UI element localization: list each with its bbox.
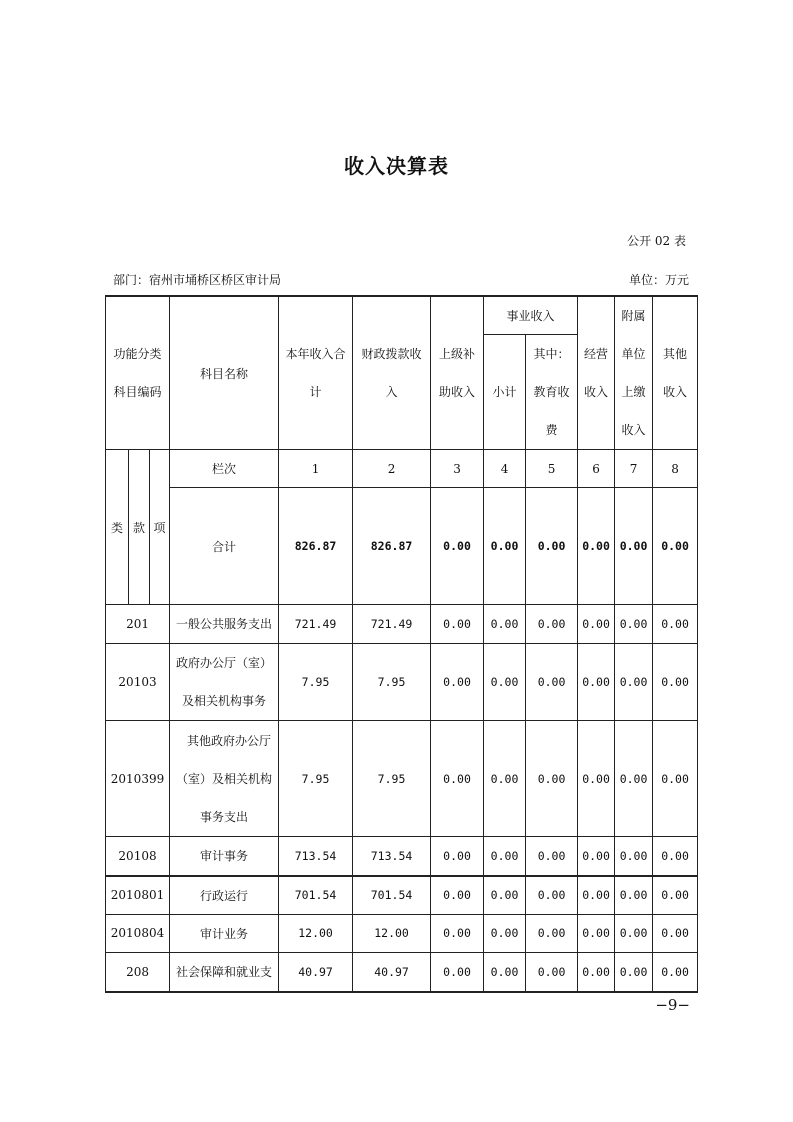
- row-value: 0.00: [653, 876, 698, 914]
- row-name: 其他政府办公厅 （室）及相关机构 事务支出: [170, 721, 279, 837]
- total-label: 合计: [170, 488, 279, 605]
- col-number: 6: [578, 450, 615, 488]
- unit-label: 单位：万元: [628, 273, 689, 287]
- col-number: 4: [484, 450, 526, 488]
- col-number: 3: [431, 450, 484, 488]
- row-value: 713.54: [279, 837, 353, 877]
- row-name: 一般公共服务支出: [170, 605, 279, 644]
- total-value: 0.00: [615, 488, 653, 605]
- row-value: 0.00: [578, 914, 615, 952]
- row-value: 7.95: [279, 644, 353, 721]
- row-value: 0.00: [615, 914, 653, 952]
- department-label: 部门：宿州市埇桥区桥区审计局: [113, 273, 282, 287]
- row-value: 0.00: [578, 837, 615, 877]
- row-value: 0.00: [578, 952, 615, 992]
- row-name: 审计事务: [170, 837, 279, 877]
- row-value: 7.95: [353, 721, 431, 837]
- header-function-code: 功能分类 科目编码: [106, 296, 170, 450]
- header-subject-name: 科目名称: [170, 296, 279, 450]
- total-value: 826.87: [353, 488, 431, 605]
- row-value: 12.00: [353, 914, 431, 952]
- row-value: 713.54: [353, 837, 431, 877]
- total-value: 0.00: [526, 488, 578, 605]
- row-value: 0.00: [653, 837, 698, 877]
- col-number: 1: [279, 450, 353, 488]
- row-value: 721.49: [279, 605, 353, 644]
- header-xiang: 项: [150, 450, 170, 605]
- row-value: 0.00: [431, 644, 484, 721]
- income-final-accounts-table: [105, 295, 698, 993]
- row-value: 0.00: [484, 605, 526, 644]
- page-title: 收入决算表: [344, 154, 449, 178]
- row-value: 0.00: [615, 952, 653, 992]
- col-number: 8: [653, 450, 698, 488]
- row-value: 0.00: [653, 721, 698, 837]
- row-value: 0.00: [484, 952, 526, 992]
- row-value: 0.00: [653, 952, 698, 992]
- row-value: 0.00: [526, 952, 578, 992]
- row-code: 208: [106, 952, 170, 992]
- total-value: 0.00: [431, 488, 484, 605]
- row-value: 0.00: [653, 644, 698, 721]
- row-value: 0.00: [484, 914, 526, 952]
- row-value: 0.00: [615, 605, 653, 644]
- page-number: −9−: [655, 996, 690, 1014]
- table-row: [106, 644, 698, 721]
- row-value: 0.00: [526, 605, 578, 644]
- col-number: 5: [526, 450, 578, 488]
- total-value: 0.00: [578, 488, 615, 605]
- row-value: 0.00: [526, 837, 578, 877]
- row-value: 0.00: [484, 837, 526, 877]
- row-value: 0.00: [484, 721, 526, 837]
- header-other-income: 其他 收入: [653, 296, 698, 450]
- table-row: [106, 914, 698, 952]
- row-value: 0.00: [431, 721, 484, 837]
- row-value: 40.97: [353, 952, 431, 992]
- row-value: 0.00: [653, 605, 698, 644]
- row-value: 721.49: [353, 605, 431, 644]
- header-total-income: 本年收入合 计: [279, 296, 353, 450]
- row-value: 0.00: [431, 914, 484, 952]
- row-value: 0.00: [653, 914, 698, 952]
- row-code: 2010804: [106, 914, 170, 952]
- row-name: 社会保障和就业支: [170, 952, 279, 992]
- row-value: 0.00: [431, 876, 484, 914]
- row-value: 7.95: [353, 644, 431, 721]
- row-value: 7.95: [279, 721, 353, 837]
- header-business-income: 事业收入: [484, 296, 578, 334]
- header-column-no: 栏次: [170, 450, 279, 488]
- row-code: 201: [106, 605, 170, 644]
- row-name: 审计业务: [170, 914, 279, 952]
- total-row: [106, 488, 698, 605]
- row-value: 0.00: [484, 876, 526, 914]
- row-value: 701.54: [279, 876, 353, 914]
- row-value: 0.00: [431, 605, 484, 644]
- row-name: 行政运行: [170, 876, 279, 914]
- row-code: 20103: [106, 644, 170, 721]
- row-value: 0.00: [431, 952, 484, 992]
- row-value: 0.00: [615, 837, 653, 877]
- col-number: 2: [353, 450, 431, 488]
- total-value: 0.00: [484, 488, 526, 605]
- table-row: [106, 876, 698, 914]
- row-value: 701.54: [353, 876, 431, 914]
- col-number: 7: [615, 450, 653, 488]
- table-row: [106, 952, 698, 992]
- row-code: 2010801: [106, 876, 170, 914]
- header-operating-income: 经营 收入: [578, 296, 615, 450]
- header-subtotal: 小计: [484, 334, 526, 450]
- header-superior-subsidy: 上级补 助收入: [431, 296, 484, 450]
- header-education-fee: 其中： 教育收 费: [526, 334, 578, 450]
- row-value: 0.00: [578, 876, 615, 914]
- header-lei: 类: [106, 450, 129, 605]
- header-fiscal-appropriation: 财政拨款收 入: [353, 296, 431, 450]
- row-value: 0.00: [615, 644, 653, 721]
- row-code: 20108: [106, 837, 170, 877]
- table-row: [106, 605, 698, 644]
- row-value: 0.00: [615, 721, 653, 837]
- total-value: 826.87: [279, 488, 353, 605]
- row-value: 0.00: [526, 721, 578, 837]
- total-value: 0.00: [653, 488, 698, 605]
- row-value: 0.00: [578, 605, 615, 644]
- row-value: 0.00: [578, 721, 615, 837]
- header-kuan: 款: [129, 450, 150, 605]
- row-value: 0.00: [431, 837, 484, 877]
- table-row: [106, 721, 698, 837]
- row-value: 0.00: [615, 876, 653, 914]
- row-value: 0.00: [526, 914, 578, 952]
- row-name: 政府办公厅（室） 及相关机构事务: [170, 644, 279, 721]
- row-value: 40.97: [279, 952, 353, 992]
- table-row: [106, 837, 698, 877]
- row-value: 0.00: [578, 644, 615, 721]
- row-value: 0.00: [484, 644, 526, 721]
- row-value: 0.00: [526, 876, 578, 914]
- row-value: 12.00: [279, 914, 353, 952]
- row-code: 2010399: [106, 721, 170, 837]
- header-affiliated-income: 附属 单位 上缴 收入: [615, 296, 653, 450]
- form-number: 公开 02 表: [627, 234, 686, 248]
- row-value: 0.00: [526, 644, 578, 721]
